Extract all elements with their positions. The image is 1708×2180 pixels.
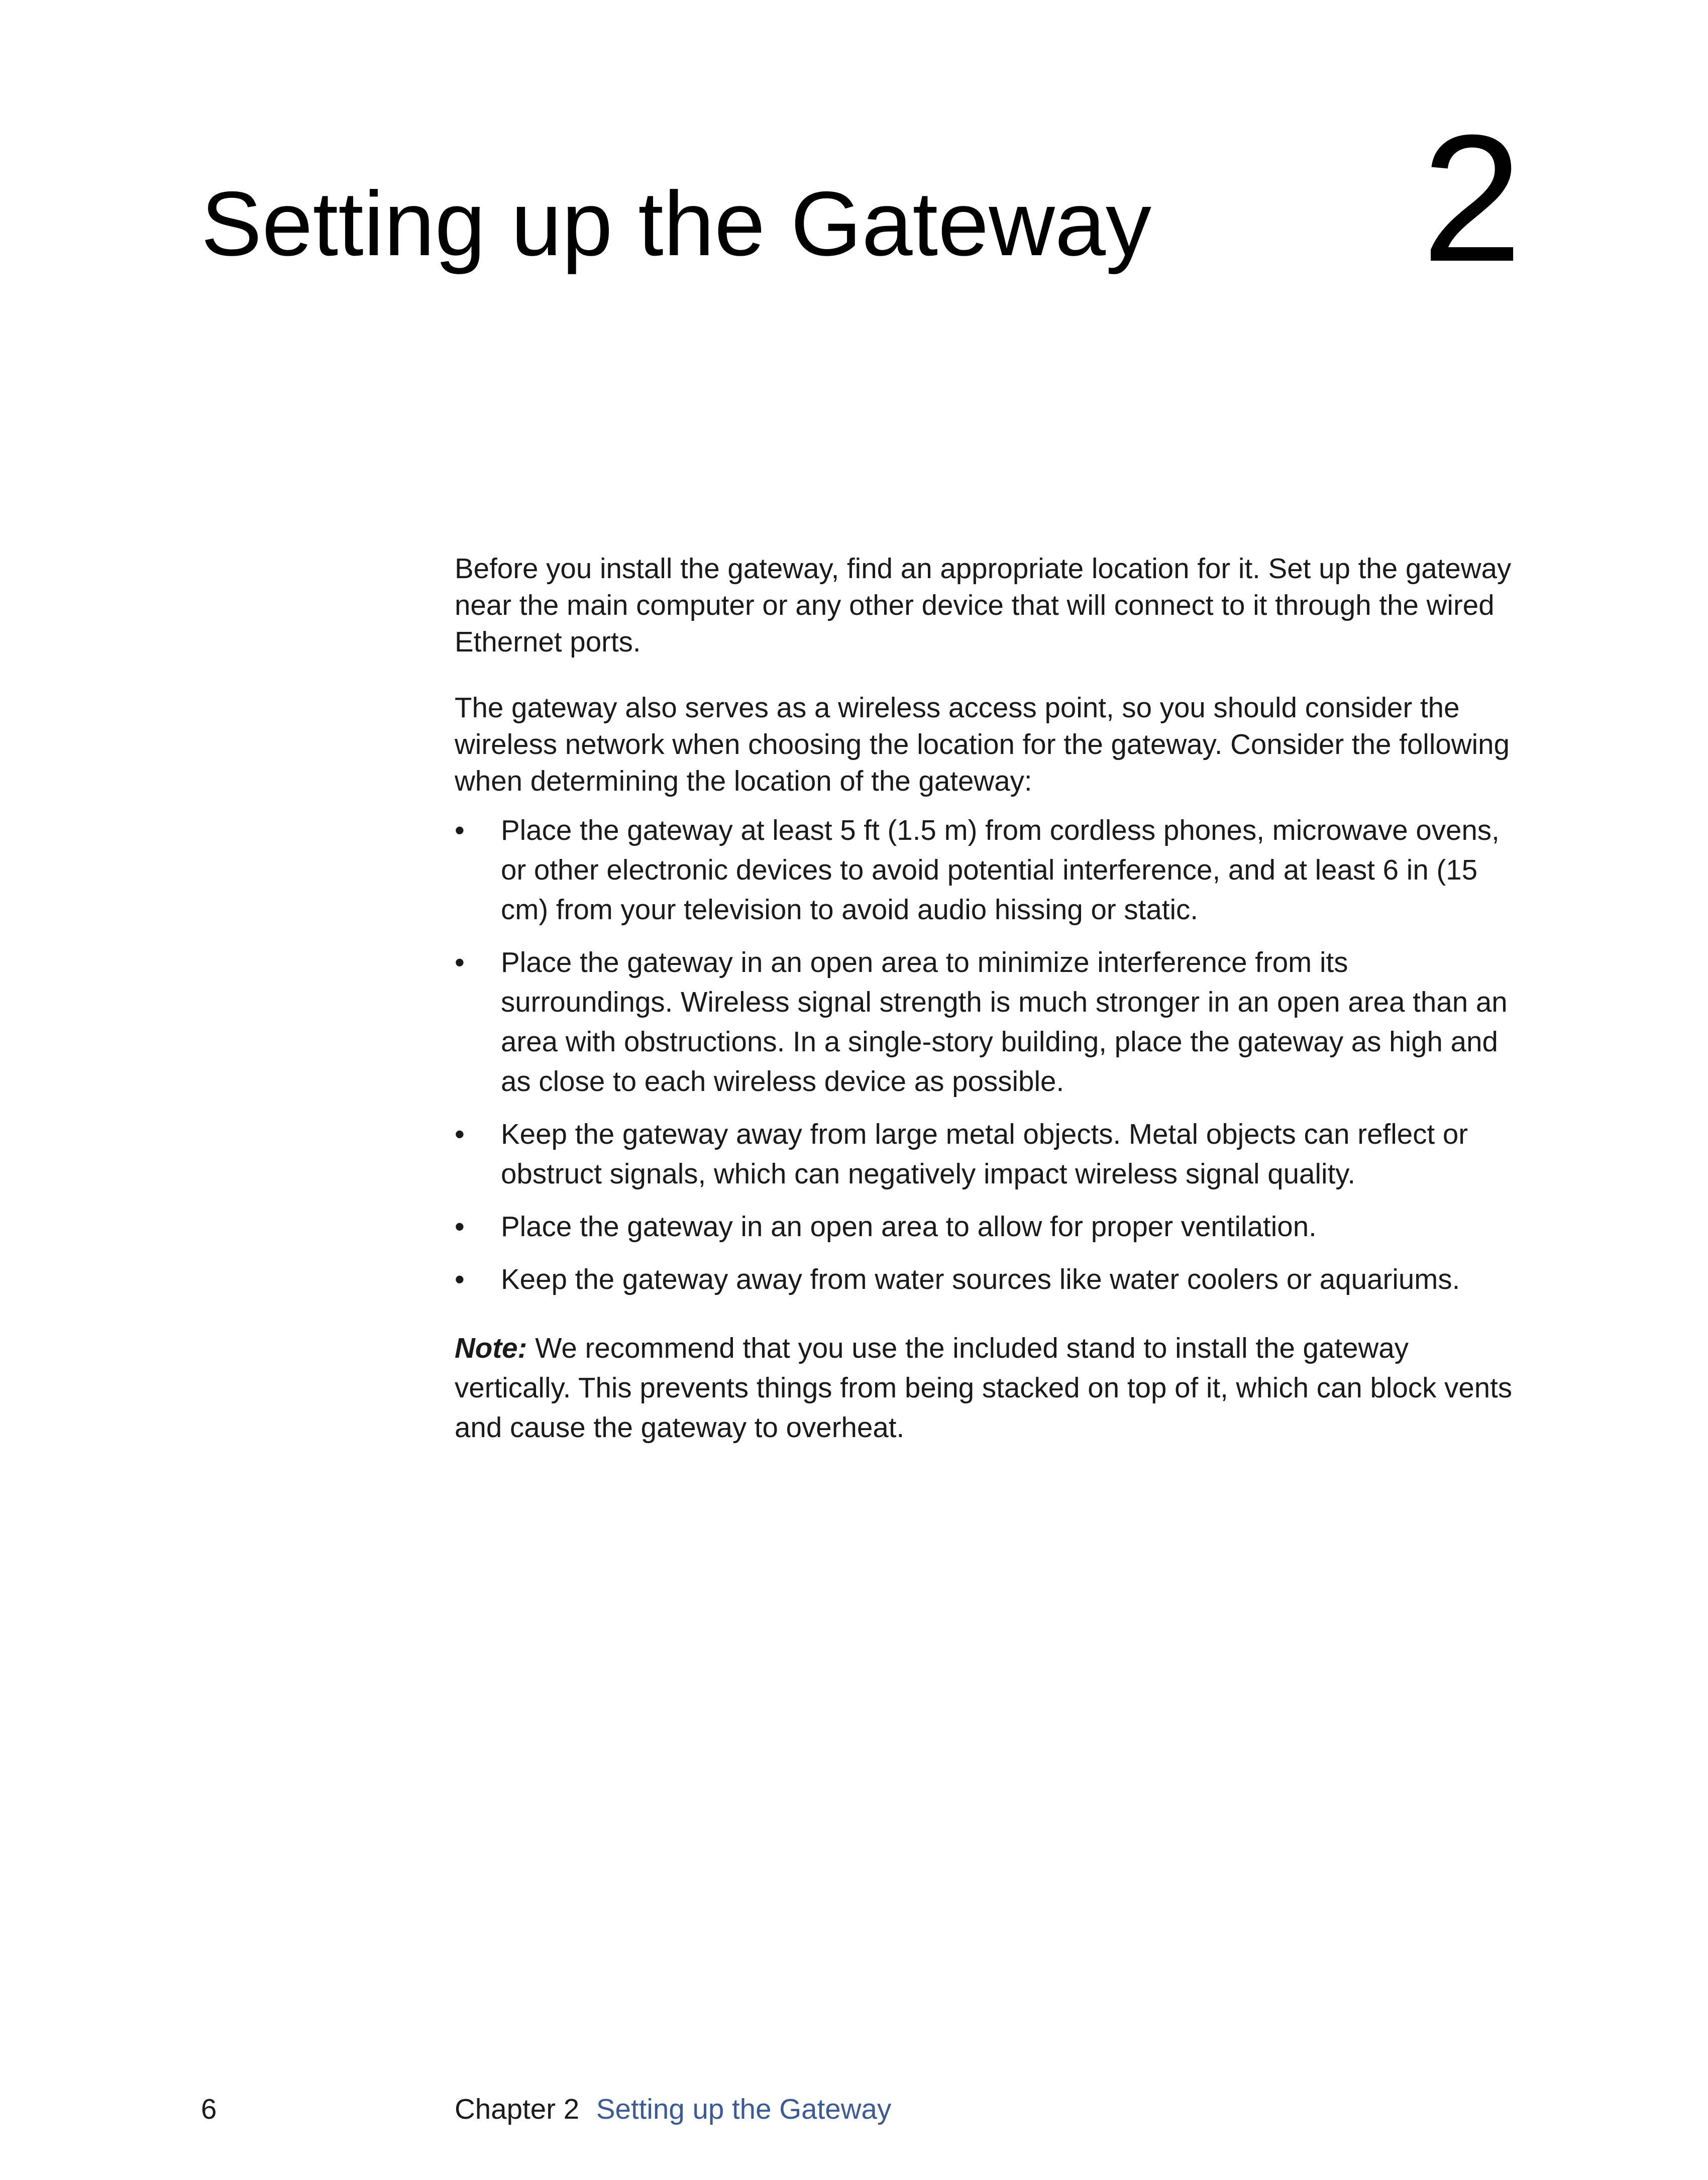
chapter-number: 2 <box>1422 97 1523 299</box>
footer-chapter-reference <box>455 2092 891 2126</box>
note-text: We recommend that you use the included stand to install the gateway vertically. This prevents things from being stacked on top of it, which can block vents and cause the gateway to overheat. <box>455 1332 1513 1443</box>
footer-chapter-link[interactable]: Setting up the Gateway <box>596 2093 892 2125</box>
footer-chapter-label: Chapter 2 <box>455 2093 580 2125</box>
note-label: Note: <box>455 1332 527 1364</box>
intro-paragraph: Before you install the gateway, find an appropriate location for it. Set up the gateway near the main computer or any other device that will connect to it through the wired Ethernet ports. <box>455 553 1512 658</box>
list-item <box>455 1259 1525 1299</box>
chapter-title: Setting up the Gateway <box>201 172 1151 275</box>
list-item-text: Keep the gateway away from water sources like water coolers or aquariums. <box>501 1263 1460 1295</box>
note-paragraph <box>455 1328 1525 1447</box>
bullet-icon: • <box>455 1263 465 1295</box>
list-item-text: Place the gateway in an open area to allow for proper ventilation. <box>501 1211 1317 1242</box>
bullet-icon: • <box>455 814 465 846</box>
list-item-text: Keep the gateway away from large metal objects. Metal objects can reflect or obstruct signals, which can negatively impact wireless signal quality. <box>501 1118 1468 1189</box>
list-item <box>455 1114 1525 1193</box>
page-number: 6 <box>201 2093 217 2125</box>
list-item <box>455 1207 1525 1246</box>
list-item <box>455 810 1525 929</box>
bullet-icon: • <box>455 1211 465 1242</box>
list-item <box>455 942 1525 1101</box>
list-item-text: Place the gateway in an open area to minimize interference from its surroundings. Wireless signal strength is much stronger in an open area than an area with obstructions. In a single-story building, place the gateway as high and as close to each wireless device as possible. <box>501 946 1508 1097</box>
list-item-text: Place the gateway at least 5 ft (1.5 m) from cordless phones, microwave ovens, or other electronic devices to avoid potential interference, and at least 6 in (15 cm) from your television to avoid audio hissing or static. <box>501 814 1500 925</box>
intro-paragraph: The gateway also serves as a wireless access point, so you should consider the wireless network when choosing the location for the gateway. Consider the following when determining the location of the gateway: <box>455 692 1510 797</box>
bullet-icon: • <box>455 946 465 978</box>
location-guidelines-list <box>455 810 1525 1299</box>
bullet-icon: • <box>455 1118 465 1150</box>
body-content <box>455 550 1525 1447</box>
